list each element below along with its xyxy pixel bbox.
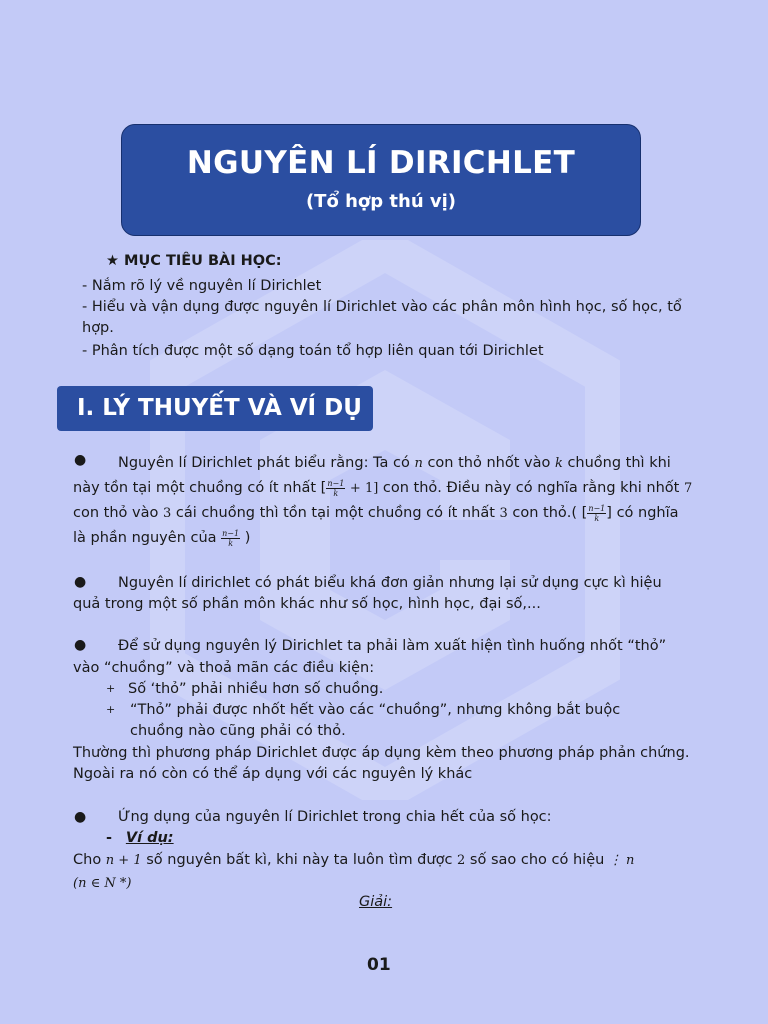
fraction	[587, 504, 606, 523]
paragraph-dirichlet-statement: Nguyên lí Dirichlet phát biểu rằng: Ta có n con thỏ nhốt vào k chuồng thì khi này tồn tại một chuồng có ít nhất [ $\frac{n-1}{k}$ + 1] con thỏ. Điều này có nghĩa rằng khi nhốt 7 con thỏ vào 3 cái chuồng thì tồn tại một chuồng có ít nhất 3 con thỏ.( [ $\frac{n-1}{k}$ ] có nghĩa là phần nguyên của $\frac{n-1}{k}$ )	[73, 455, 693, 548]
plus-bullet-icon: +	[106, 703, 116, 716]
plus-bullet-icon: +	[106, 682, 116, 695]
paragraph-method-note: Thường thì phương pháp Dirichlet được áp dụng kèm theo phương pháp phản chứng. Ngoài ra nó còn có thể áp dụng với các nguyên lý khác	[73, 745, 690, 782]
fraction	[221, 529, 240, 548]
objective-item: - Phân tích được một số dạng toán tổ hợp liên quan tới Dirichlet	[82, 343, 544, 359]
fraction	[326, 479, 345, 498]
paragraph-conditions-line1: Để sử dụng nguyên lý Dirichlet ta phải làm xuất hiện tình huống nhốt “thỏ”	[118, 638, 667, 654]
solution-label: Giải:	[359, 894, 393, 910]
dash: -	[106, 830, 113, 846]
fraction-numerator: n−1	[327, 478, 345, 488]
math: k	[554, 456, 563, 471]
paragraph-dirichlet-usage: Nguyên lí dirichlet có phát biểu khá đơn giản nhưng lại sử dụng cực kì hiệu quả trong một số phần môn khác như số học, hình học, đại số,...	[73, 575, 662, 612]
text: con thỏ vào	[73, 505, 159, 521]
text: con thỏ.(	[512, 505, 578, 521]
text: Cho	[73, 852, 102, 868]
math: ⋮ n	[608, 853, 635, 868]
fraction-numerator: n−1	[222, 528, 240, 538]
text: con thỏ nhốt vào	[427, 455, 551, 471]
paragraph-application: Ứng dụng của nguyên lí Dirichlet trong chia hết của số học:	[118, 809, 552, 825]
math: n + 1	[105, 853, 142, 868]
title-banner	[121, 124, 641, 236]
example-heading: Ví dụ:	[125, 830, 174, 846]
text: số nguyên bất kì, khi này ta luôn tìm được	[146, 852, 453, 868]
bullet-icon: ●	[74, 637, 87, 653]
condition-item: Số ‘thỏ” phải nhiều hơn số chuồng.	[128, 681, 384, 697]
math: (n ∈ N *)	[73, 876, 132, 891]
text: số sao cho có hiệu	[469, 852, 605, 868]
objectives-heading: ★ MỤC TIÊU BÀI HỌC:	[106, 253, 282, 269]
fraction-denominator: k	[333, 488, 339, 498]
text: cái chuồng thì tồn tại một chuồng có ít nhất	[175, 505, 495, 521]
objective-item: - Nắm rõ lý về nguyên lí Dirichlet	[82, 278, 322, 294]
text: con thỏ. Điều này có nghĩa rằng khi nhốt	[382, 480, 680, 496]
page-title: NGUYÊN LÍ DIRICHLET	[186, 145, 576, 181]
math: 3	[162, 506, 172, 521]
fraction-denominator: k	[228, 538, 234, 548]
bullet-icon: ●	[74, 809, 87, 825]
math: 7	[683, 481, 693, 496]
math: + 1]	[349, 481, 379, 496]
objective-item: - Hiểu và vận dụng được nguyên lí Dirichlet vào các phân môn hình học, số học, tổ hợp.	[82, 299, 682, 336]
text: chuồng thì khi này tồn tại một chuồng có ít nhất	[73, 455, 671, 496]
page-number: 01	[367, 955, 391, 975]
text: Nguyên lí Dirichlet phát biểu rằng: Ta có	[118, 455, 410, 471]
text: có nghĩa là phần nguyên của	[73, 505, 679, 546]
section-heading: I. LÝ THUYẾT VÀ VÍ DỤ	[57, 386, 373, 431]
math: 2	[457, 853, 466, 868]
example-statement	[73, 849, 693, 895]
example-label	[106, 828, 174, 849]
condition-item-continued: chuồng nào cũng phải có thỏ.	[130, 723, 346, 739]
fraction-denominator: k	[594, 513, 600, 523]
paragraph-conditions-line2: vào “chuồng” và thoả mãn các điều kiện:	[73, 660, 375, 676]
fraction-numerator: n−1	[588, 503, 606, 513]
math: n	[414, 456, 423, 471]
bullet-icon: ●	[74, 452, 87, 468]
condition-item: “Thỏ” phải được nhốt hết vào các “chuồng”, nhưng không bắt buộc	[130, 702, 621, 718]
page-subtitle: (Tổ hợp thú vị)	[305, 191, 457, 212]
bullet-icon: ●	[74, 574, 87, 590]
math: 3	[499, 506, 508, 521]
